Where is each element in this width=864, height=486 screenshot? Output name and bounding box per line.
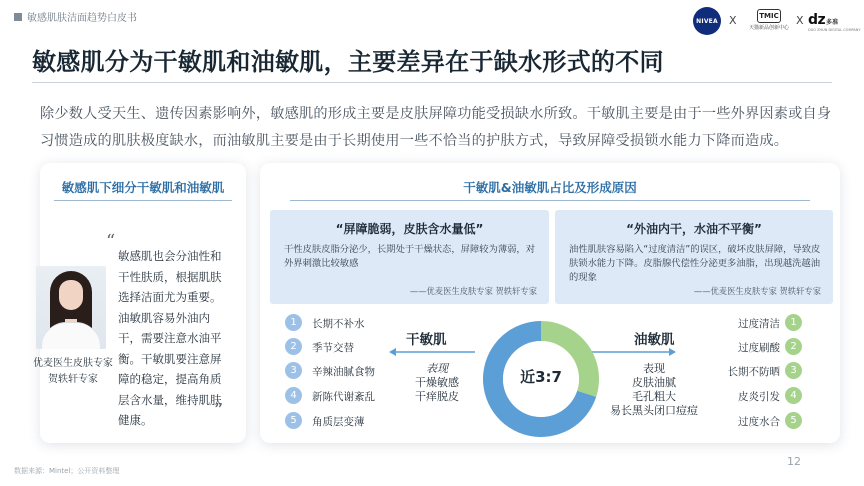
oil-cause-number: 2 <box>785 338 802 355</box>
expert-name: 贺轶轩专家 <box>48 374 98 385</box>
oil-box-source: ——优麦医生皮肤专家 贺轶轩专家 <box>693 286 821 296</box>
oil-cause-text: 皮炎引发 <box>738 391 780 403</box>
dz-logo-subtitle: DUO ZHUN DIGITAL COMPANY <box>808 28 861 32</box>
oil-cause-number: 4 <box>785 387 802 404</box>
oil-cause-text: 过度水合 <box>738 416 780 428</box>
dry-symptom: 干燥敏感 <box>415 376 459 389</box>
oil-cause-text: 长期不防晒 <box>727 366 780 378</box>
right-card-heading-rule <box>290 200 810 201</box>
dry-cause-number: 1 <box>285 314 302 331</box>
tmic-logo-text: TMIC <box>757 9 781 23</box>
dry-cause-text: 季节交替 <box>312 342 354 354</box>
left-card-heading-rule <box>54 200 232 201</box>
expert-portrait <box>36 266 106 349</box>
dry-cause-number: 4 <box>285 387 302 404</box>
oil-cause-text: 过度清洁 <box>738 318 780 330</box>
tmic-logo <box>747 9 791 33</box>
oil-cause-text: 过度刷酸 <box>738 342 780 354</box>
arrow-right-icon <box>592 348 676 356</box>
dry-box-text: 干性皮肤皮脂分泌少，长期处于干燥状态，屏障较为薄弱，对外界刺激比较敏感 <box>284 244 536 269</box>
header-marker <box>14 13 22 21</box>
dry-symptoms-title: 表现 <box>426 362 448 375</box>
dry-cause-number: 2 <box>285 338 302 355</box>
nivea-logo: NIVEA <box>693 7 721 35</box>
logo-separator: X <box>796 14 804 27</box>
logo-separator: X <box>729 14 737 27</box>
expert-caption <box>30 356 116 388</box>
tmic-logo-subtitle: 天猫新品创新中心 <box>748 25 789 31</box>
left-card-heading: 敏感肌下细分干敏肌和油敏肌 <box>61 180 225 195</box>
intro-paragraph: 除少数人受天生、遗传因素影响外，敏感肌的形成主要是皮肤屏障功能受损缺水所致。干敏肌主要是由于一些外界因素或自身习惯造成的肌肤极度缺水，而油敏肌主要是由于长期使用一些不恰当的护肤方式，导致屏障受损锁水能力下降而造成。 <box>40 106 832 149</box>
dry-cause-text: 长期不补水 <box>312 318 365 330</box>
expert-quote-text: 敏感肌也会分油性和干性肤质，根据肌肤选择洁面尤为重要。油敏肌容易外油内干，需要注意水油平衡。干敏肌要注意屏障的稳定，提高角质层含水量，维持肌肤健康。 <box>118 249 222 427</box>
dry-cause-text: 新陈代谢紊乱 <box>312 391 375 403</box>
dz-logo-mark: dz <box>808 12 826 28</box>
dry-box-source: ——优麦医生皮肤专家 贺轶轩专家 <box>409 286 537 296</box>
oil-symptom: 毛孔粗大 <box>632 390 676 403</box>
dry-symptom: 干痒脱皮 <box>415 390 459 403</box>
dry-cause-text: 辛辣油腻食物 <box>312 366 375 378</box>
oil-cause-number: 1 <box>785 314 802 331</box>
ratio-label: 近3:7 <box>520 368 562 386</box>
page-title: 敏感肌分为干敏肌和油敏肌，主要差异在于缺水形式的不同 <box>32 48 664 76</box>
oil-symptoms <box>604 362 704 418</box>
oil-cause-number: 3 <box>785 362 802 379</box>
oily-skin-label: 油敏肌 <box>634 332 675 348</box>
oil-box-title: “外油内干，水油不平衡” <box>626 222 762 236</box>
dry-cause-number: 3 <box>285 362 302 379</box>
quote-close-mark: ” <box>214 400 224 421</box>
arrow-left-icon <box>389 348 475 356</box>
oil-cause-number: 5 <box>785 412 802 429</box>
dry-cause-number: 5 <box>285 412 302 429</box>
dry-box-title: “屏障脆弱，皮肤含水量低” <box>335 222 484 236</box>
quote-open-mark: “ <box>106 231 116 252</box>
title-divider <box>32 82 832 83</box>
dry-symptoms <box>404 362 470 404</box>
oil-box-text: 油性肌肤容易陷入“过度清洁”的误区，破坏皮肤屏障，导致皮肤锁水能力下降。皮脂腺代偿性分泌更多油脂，出现越洗越油的现象 <box>569 244 821 283</box>
expert-title: 优麦医生皮肤专家 <box>33 358 113 369</box>
report-title: 敏感肌肤洁面趋势白皮书 <box>27 13 137 24</box>
oil-symptoms-title: 表现 <box>643 362 665 375</box>
dry-skin-quote-box <box>270 210 549 304</box>
dry-cause-text: 角质层变薄 <box>312 416 365 428</box>
oil-symptom: 皮肤油腻 <box>632 376 676 389</box>
source-note: 数据来源：Mintel；公开资料整理 <box>14 467 120 475</box>
dz-logo-cn: 多准 <box>826 19 839 26</box>
right-card-heading: 干敏肌&油敏肌占比及形成原因 <box>463 180 637 195</box>
oily-skin-quote-box <box>555 210 833 304</box>
oil-symptom: 易长黑头闭口痘痘 <box>610 404 698 417</box>
page-number: 12 <box>787 455 801 468</box>
dz-logo <box>808 9 861 32</box>
dry-skin-label: 干敏肌 <box>406 332 447 348</box>
